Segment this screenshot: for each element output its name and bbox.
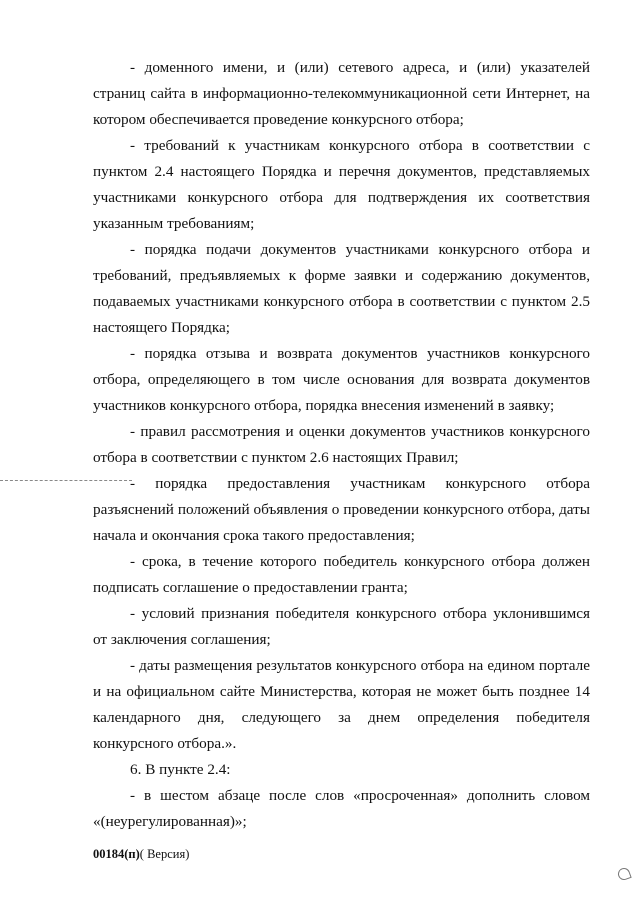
- paragraph-sixth-abzac: - в шестом абзаце после слов «просроченная» дополнить словом «(неурегулированная)»;: [93, 787, 590, 830]
- scan-artifact-mark: [616, 866, 631, 881]
- document-body: [93, 55, 590, 835]
- paragraph-submission-order: - порядка подачи документов участниками конкурсного отбора и требований, предъявляемых к форме заявки и содержанию документов, подаваемых участниками конкурсного отбора в соответствии с пунктом 2.5 настоящего Порядка;: [93, 241, 590, 336]
- paragraph-requirements: - требований к участникам конкурсного отбора в соответствии с пунктом 2.4 настоящего Порядка и перечня документов, представляемых участниками конкурсного отбора для подтверждения их соответствия указанным требованиям;: [93, 137, 590, 232]
- paragraph-evasion-conditions: - условий признания победителя конкурсного отбора уклонившимся от заключения соглашения;: [93, 605, 590, 648]
- footer-version: ( Версия): [139, 847, 190, 861]
- paragraph-review-rules: - правил рассмотрения и оценки документов участников конкурсного отбора в соответствии с пунктом 2.6 настоящих Правил;: [93, 423, 590, 466]
- paragraph-withdrawal-order: - порядка отзыва и возврата документов участников конкурсного отбора, определяющего в том числе основания для возврата документов участников конкурсного отбора, порядка внесения изменений в заявку;: [93, 345, 590, 414]
- paragraph-signing-term: - срока, в течение которого победитель конкурсного отбора должен подписать соглашение о предоставлении гранта;: [93, 553, 590, 596]
- paragraph-item-6: 6. В пункте 2.4:: [130, 761, 231, 778]
- page-footer: [93, 846, 189, 862]
- paragraph-clarifications: - порядка предоставления участникам конкурсного отбора разъяснений положений объявления о проведении конкурсного отбора, даты начала и окончания срока такого предоставления;: [93, 475, 590, 544]
- footer-document-code: 00184(п): [93, 847, 140, 861]
- paragraph-domain-name: - доменного имени, и (или) сетевого адреса, и (или) указателей страниц сайта в информационно-телекоммуникационной сети Интернет, на котором обеспечивается проведение конкурсного отбора;: [93, 59, 590, 128]
- paragraph-results-dates: - даты размещения результатов конкурсного отбора на едином портале и на официальном сайте Министерства, которая не может быть позднее 14 календарного дня, следующего за днем определения победителя конкурсного отбора.».: [93, 657, 590, 752]
